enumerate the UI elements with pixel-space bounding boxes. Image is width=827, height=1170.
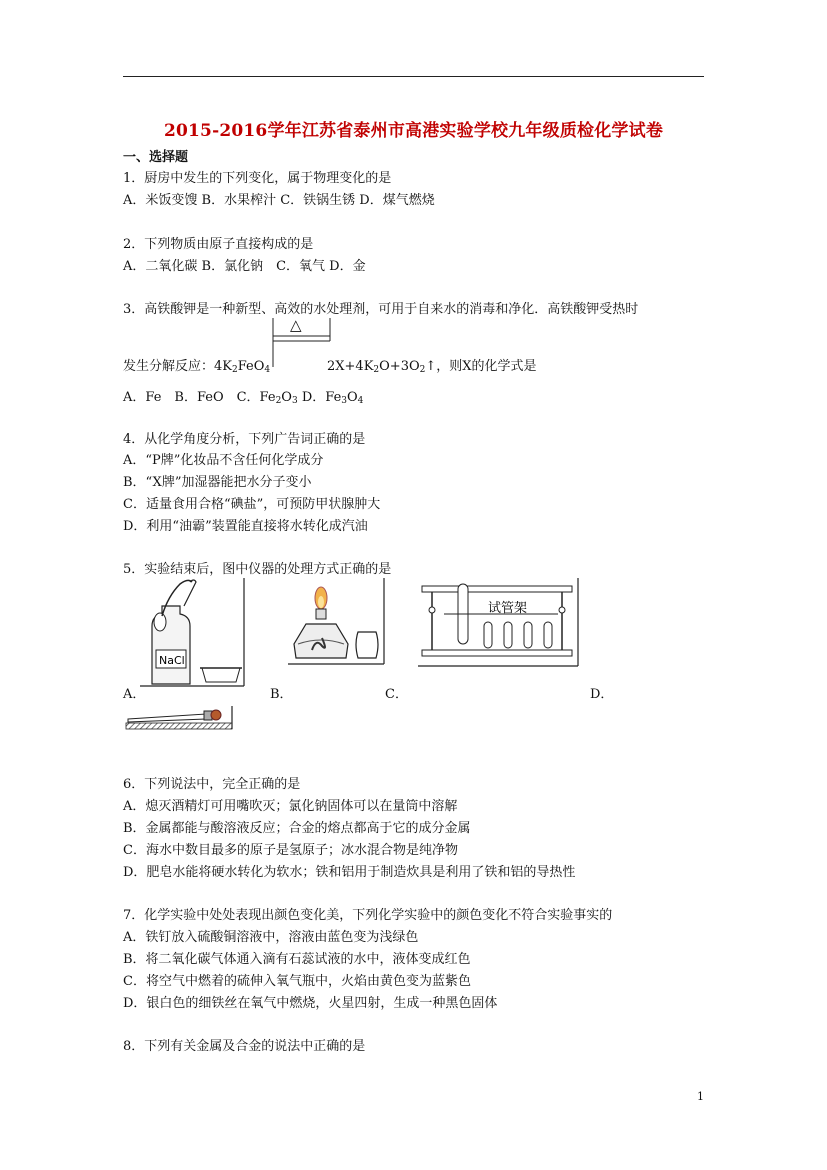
question-7-option-d: D．银白色的细铁丝在氧气中燃烧，火星四射，生成一种黑色固体 (123, 996, 498, 1011)
nacl-label: NaCl (159, 654, 185, 667)
question-6-option-c: C．海水中数目最多的原子是氢原子；冰水混合物是纯净物 (123, 843, 458, 858)
figure-label-a: A． (123, 687, 146, 702)
equation-part: 2X+4K (327, 359, 374, 374)
page-title: 2015-2016学年江苏省泰州市高港实验学校九年级质检化学试卷 (163, 121, 664, 141)
question-4-option-b: B．“X牌”加湿器能把水分子变小 (123, 475, 312, 490)
page-number: 1 (697, 1090, 704, 1103)
question-2-options: A．二氧化碳 B．氯化钠 C．氧气 D．金 (123, 259, 366, 274)
figure-b-alcohol-lamp (288, 576, 388, 666)
option-text: D．Fe (297, 390, 342, 405)
figure-a-reagent-bottle (140, 576, 248, 688)
question-7-option-a: A．铁钉放入硫酸铜溶液中，溶液由蓝色变为浅绿色 (123, 930, 419, 945)
equation-part: O+3O (379, 359, 420, 374)
question-3-products (327, 355, 537, 375)
heat-symbol: △ (290, 316, 302, 334)
question-6-option-a: A．熄灭酒精灯可用嘴吹灭；氯化钠固体可以在量筒中溶解 (123, 799, 458, 814)
sub: 4 (357, 396, 364, 406)
sub: 2 (419, 365, 426, 375)
equation-lead: 发生分解反应：4K (123, 359, 232, 374)
question-3-equation (123, 355, 270, 375)
section-heading: 一、选择题 (123, 150, 189, 165)
figure-label-d: D． (590, 687, 614, 702)
option-text: A．Fe B．FeO C．Fe (123, 390, 276, 405)
question-2-stem: 2．下列物质由原子直接构成的是 (123, 237, 314, 252)
question-7-option-c: C．将空气中燃着的硫伸入氧气瓶中，火焰由黄色变为蓝紫色 (123, 974, 471, 989)
question-6-option-b: B．金属都能与酸溶液反应；合金的熔点都高于它的成分金属 (123, 821, 471, 836)
question-6-option-d: D．肥皂水能将硬水转化为软水；铁和铝用于制造炊具是利用了铁和铝的导热性 (123, 865, 576, 880)
question-4-option-a: A．“P牌”化妆品不含任何化学成分 (123, 453, 324, 468)
reaction-condition-bar (272, 317, 332, 369)
sub: 2 (275, 396, 282, 406)
header-rule (123, 76, 704, 77)
question-7-option-b: B．将二氧化碳气体通入滴有石蕊试液的水中，液体变成红色 (123, 952, 471, 967)
sub: 4 (264, 365, 271, 375)
sub: 2 (231, 365, 238, 375)
equation-tail: ↑，则X的化学式是 (425, 359, 537, 374)
question-1-options: A．米饭变馊 B．水果榨汁 C．铁锅生锈 D．煤气燃烧 (123, 193, 435, 208)
question-4-stem: 4．从化学角度分析，下列广告词正确的是 (123, 432, 366, 447)
question-6-stem: 6．下列说法中，完全正确的是 (123, 777, 301, 792)
question-5-stem: 5．实验结束后，图中仪器的处理方式正确的是 (123, 562, 392, 577)
figure-c-test-tube-rack (418, 576, 582, 668)
test-tube-rack-label: 试管架 (488, 601, 528, 616)
question-1-stem: 1．厨房中发生的下列变化，属于物理变化的是 (123, 171, 392, 186)
figure-d-test-tube-on-table (124, 705, 236, 733)
sub: 3 (291, 396, 298, 406)
option-text: O (347, 390, 358, 405)
question-3-stem: 3．高铁酸钾是一种新型、高效的水处理剂，可用于自来水的消毒和净化．高铁酸钾受热时 (123, 302, 639, 317)
sub: 2 (373, 365, 380, 375)
question-8-stem: 8．下列有关金属及合金的说法中正确的是 (123, 1039, 366, 1054)
question-4-option-c: C．适量食用合格“碘盐”，可预防甲状腺肿大 (123, 497, 381, 512)
figure-label-c: C． (385, 687, 408, 702)
question-4-option-d: D．利用“油霸”装置能直接将水转化成汽油 (123, 519, 368, 534)
question-7-stem: 7．化学实验中处处表现出颜色变化美，下列化学实验中的颜色变化不符合实验事实的 (123, 908, 613, 923)
sub: 3 (341, 396, 347, 406)
option-text: O (281, 390, 292, 405)
question-3-options (123, 386, 363, 406)
figure-label-b: B． (270, 687, 293, 702)
equation-part: FeO (237, 359, 265, 374)
